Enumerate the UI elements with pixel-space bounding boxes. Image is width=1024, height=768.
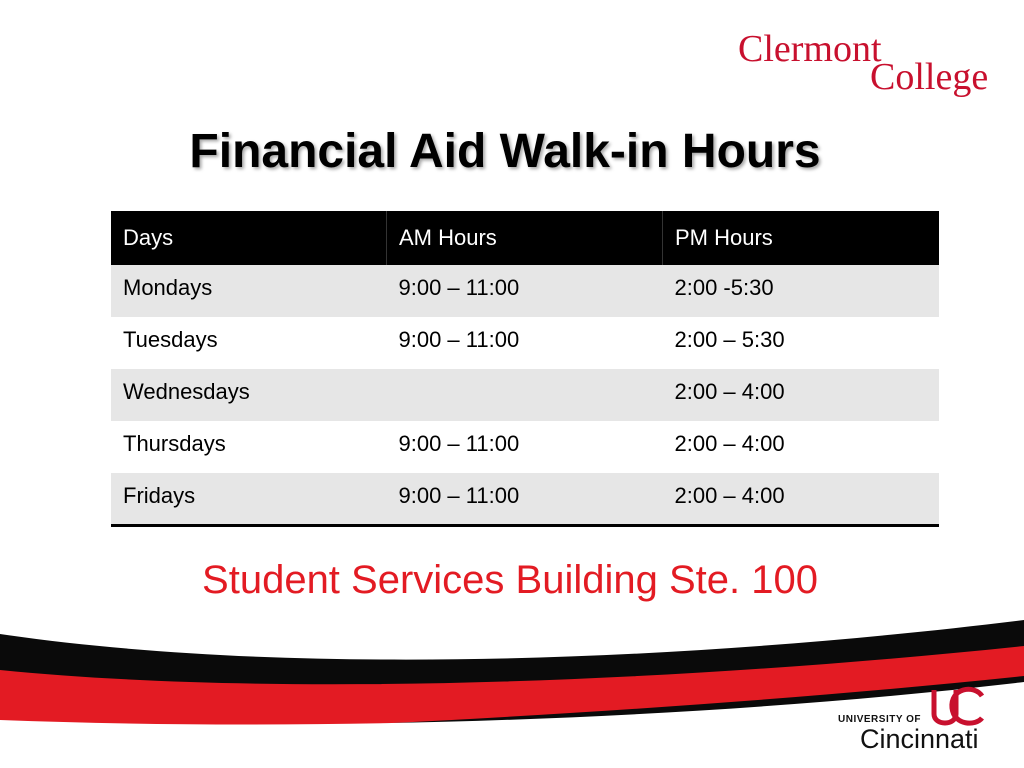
- logo-line-2: College: [870, 56, 989, 98]
- university-of-cincinnati-logo: [836, 684, 996, 756]
- column-header-am: AM Hours: [387, 211, 663, 265]
- table-row: [111, 369, 939, 421]
- table-row: [111, 265, 939, 317]
- am-hours-cell: 9:00 – 11:00: [387, 317, 663, 369]
- table-row: [111, 473, 939, 525]
- clermont-college-logo: [738, 30, 988, 100]
- day-cell: Tuesdays: [111, 317, 387, 369]
- day-cell: Thursdays: [111, 421, 387, 473]
- am-hours-cell: 9:00 – 11:00: [387, 421, 663, 473]
- pm-hours-cell: 2:00 – 4:00: [663, 473, 940, 525]
- column-header-pm: PM Hours: [663, 211, 940, 265]
- pm-hours-cell: 2:00 – 4:00: [663, 369, 940, 421]
- column-header-days: Days: [111, 211, 387, 265]
- day-cell: Mondays: [111, 265, 387, 317]
- university-of-label: UNIVERSITY OF: [838, 714, 921, 725]
- am-hours-cell: [387, 369, 663, 421]
- pm-hours-cell: 2:00 – 4:00: [663, 421, 940, 473]
- table-header-row: [111, 211, 939, 265]
- pm-hours-cell: 2:00 -5:30: [663, 265, 940, 317]
- location-text: Student Services Building Ste. 100: [202, 558, 818, 602]
- am-hours-cell: 9:00 – 11:00: [387, 265, 663, 317]
- day-cell: Wednesdays: [111, 369, 387, 421]
- am-hours-cell: 9:00 – 11:00: [387, 473, 663, 525]
- table-row: [111, 317, 939, 369]
- day-cell: Fridays: [111, 473, 387, 525]
- table-row: [111, 421, 939, 473]
- hours-table: [111, 211, 939, 527]
- cincinnati-label: Cincinnati: [860, 724, 979, 754]
- pm-hours-cell: 2:00 – 5:30: [663, 317, 940, 369]
- page-title: Financial Aid Walk-in Hours: [189, 125, 821, 178]
- logo-line-1: Clermont: [738, 28, 882, 70]
